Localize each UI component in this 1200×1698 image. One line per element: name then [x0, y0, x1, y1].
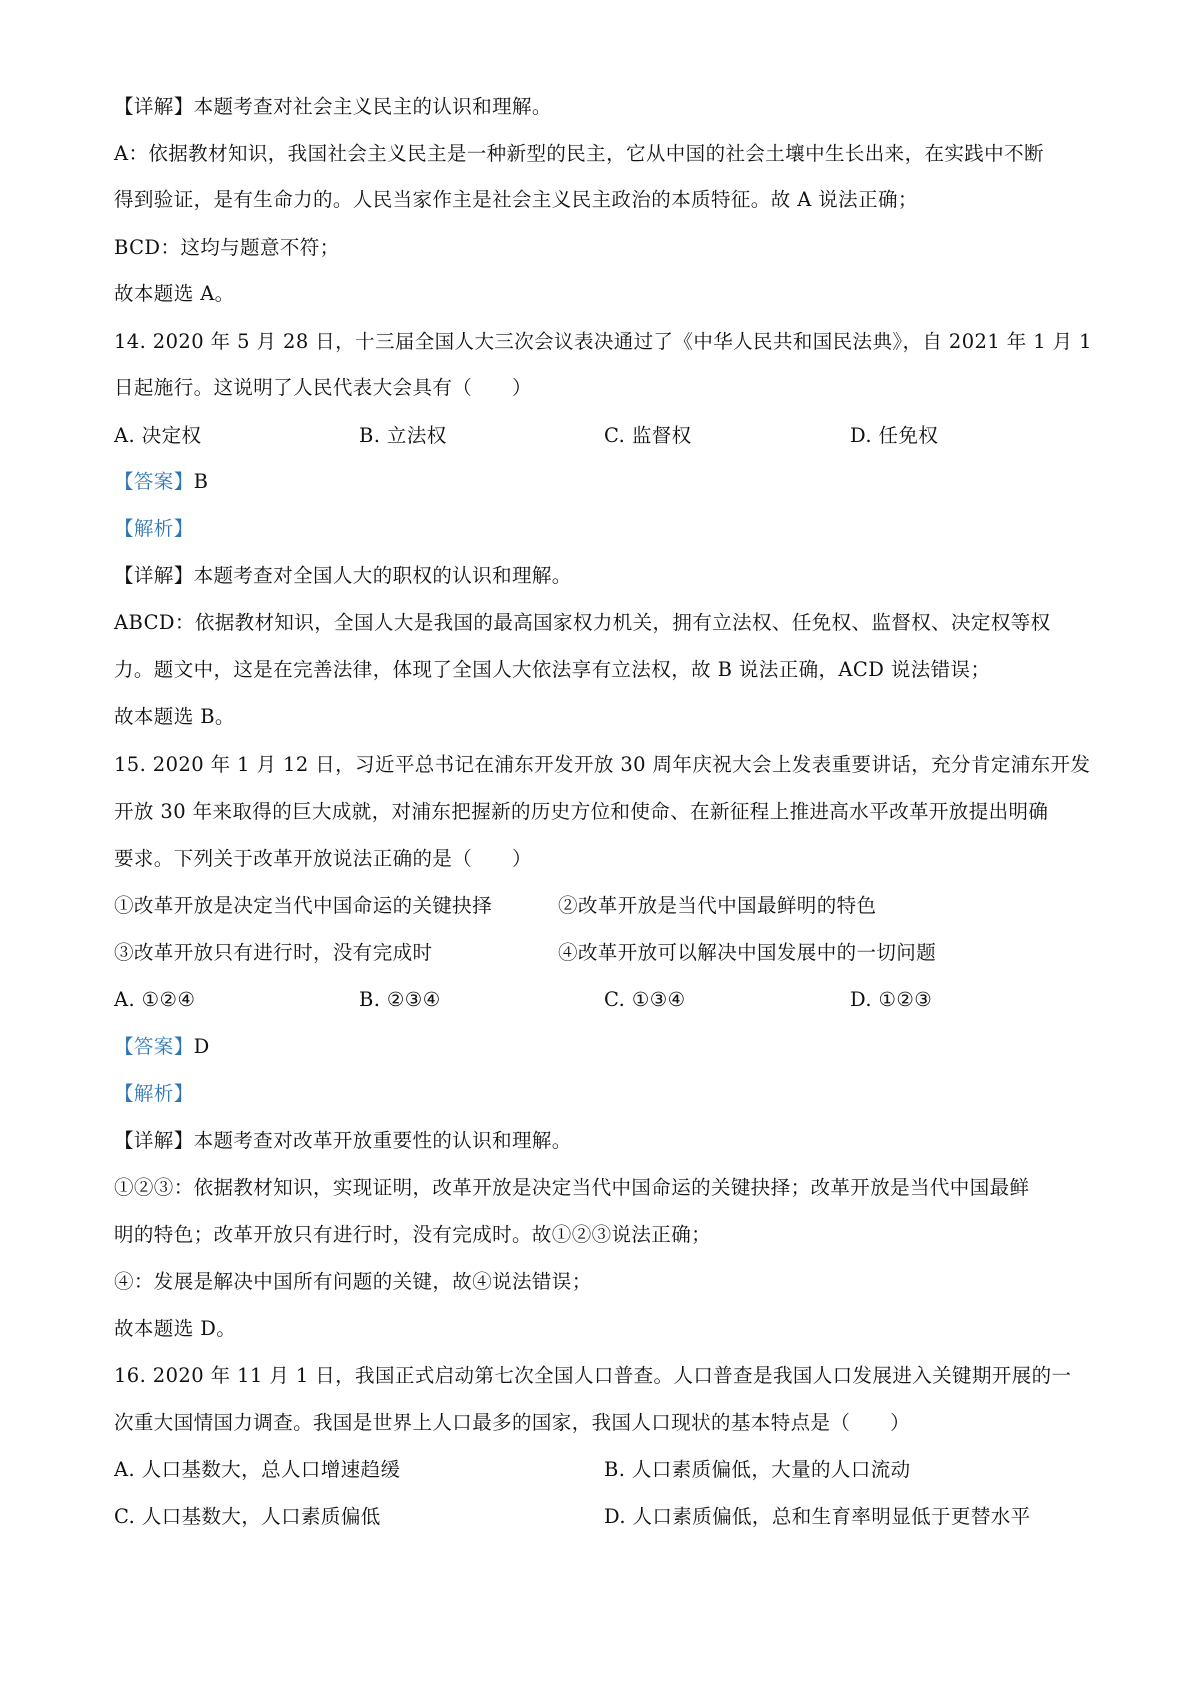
q15-answer: [114, 1034, 210, 1060]
q14-answer: [114, 469, 208, 495]
q13-option-a-explanation-line1: A：依据教材知识，我国社会主义民主是一种新型的民主，它从中国的社会土壤中生长出来，在实践中不断: [114, 142, 1044, 165]
q15-conclusion: 故本题选 D。: [114, 1317, 237, 1340]
q13-conclusion: 故本题选 A。: [114, 282, 235, 305]
q14-analysis-label: 【解析】: [114, 517, 194, 540]
q16-stem-line1: 16. 2020 年 11 月 1 日，我国正式启动第七次全国人口普查。人口普查是我国人口发展进入关键期开展的一: [114, 1364, 1072, 1387]
q13-bcd-explanation: BCD：这均与题意不符；: [114, 236, 340, 259]
q15-123-explanation-line2: 明的特色；改革开放只有进行时，没有完成时。故①②③说法正确；: [114, 1223, 712, 1246]
q15-option-d: D. ①②③: [850, 988, 933, 1011]
q14-abcd-explanation-line2: 力。题文中，这是在完善法律，体现了全国人大依法享有立法权，故 B 说法正确，ACD 说法错误；: [114, 658, 991, 681]
q15-option-c: C. ①③④: [604, 988, 686, 1011]
q15-option-a: A. ①②④: [114, 988, 196, 1011]
q15-123-explanation-line1: ①②③：依据教材知识，实现证明，改革开放是决定当代中国命运的关键抉择；改革开放是当代中国最鲜: [114, 1176, 1030, 1199]
q15-statement-2: ②改革开放是当代中国最鲜明的特色: [558, 894, 877, 917]
q15-statement-4: ④改革开放可以解决中国发展中的一切问题: [558, 941, 937, 964]
answer-label: 【答案】: [114, 1035, 194, 1058]
q16-option-a: A. 人口基数大，总人口增速趋缓: [114, 1458, 401, 1481]
q15-4-explanation: ④：发展是解决中国所有问题的关键，故④说法错误；: [114, 1270, 592, 1293]
answer-value: B: [193, 470, 209, 493]
q15-stem-line1: 15. 2020 年 1 月 12 日，习近平总书记在浦东开发开放 30 周年庆祝大会上发表重要讲话，充分肯定浦东开发: [114, 753, 1091, 776]
q16-stem-line2: 次重大国情国力调查。我国是世界上人口最多的国家，我国人口现状的基本特点是（ ）: [114, 1411, 911, 1434]
q14-stem-line2: 日起施行。这说明了人民代表大会具有（ ）: [114, 376, 532, 399]
answer-label: 【答案】: [114, 470, 194, 493]
q14-option-c: C. 监督权: [604, 424, 692, 447]
q16-option-d: D. 人口素质偏低，总和生育率明显低于更替水平: [604, 1505, 1031, 1528]
q14-option-d: D. 任免权: [850, 424, 939, 447]
q14-stem-line1: 14. 2020 年 5 月 28 日，十三届全国人大三次会议表决通过了《中华人民共和国民法典》，自 2021 年 1 月 1: [114, 330, 1092, 353]
q15-stem-line3: 要求。下列关于改革开放说法正确的是（ ）: [114, 847, 532, 870]
q15-statement-3: ③改革开放只有进行时，没有完成时: [114, 941, 433, 964]
q16-option-b: B. 人口素质偏低，大量的人口流动: [604, 1458, 911, 1481]
q16-option-c: C. 人口基数大，人口素质偏低: [114, 1505, 381, 1528]
q15-analysis-label: 【解析】: [114, 1082, 194, 1105]
q15-stem-line2: 开放 30 年来取得的巨大成就，对浦东把握新的历史方位和使命、在新征程上推进高水平改革开放提出明确: [114, 800, 1049, 823]
q15-detail: 【详解】本题考查对改革开放重要性的认识和理解。: [114, 1129, 572, 1152]
q13-option-a-explanation-line2: 得到验证，是有生命力的。人民当家作主是社会主义民主政治的本质特征。故 A 说法正确；: [114, 188, 918, 211]
q14-abcd-explanation-line1: ABCD：依据教材知识，全国人大是我国的最高国家权力机关，拥有立法权、任免权、监督权、决定权等权: [114, 611, 1051, 634]
q13-detail: 【详解】本题考查对社会主义民主的认识和理解。: [114, 95, 552, 118]
q14-conclusion: 故本题选 B。: [114, 705, 235, 728]
answer-value: D: [193, 1035, 210, 1058]
q14-detail: 【详解】本题考查对全国人大的职权的认识和理解。: [114, 564, 572, 587]
q14-option-a: A. 决定权: [114, 424, 202, 447]
q14-option-b: B. 立法权: [359, 424, 447, 447]
q15-statement-1: ①改革开放是决定当代中国命运的关键抉择: [114, 894, 493, 917]
q15-option-b: B. ②③④: [359, 988, 441, 1011]
